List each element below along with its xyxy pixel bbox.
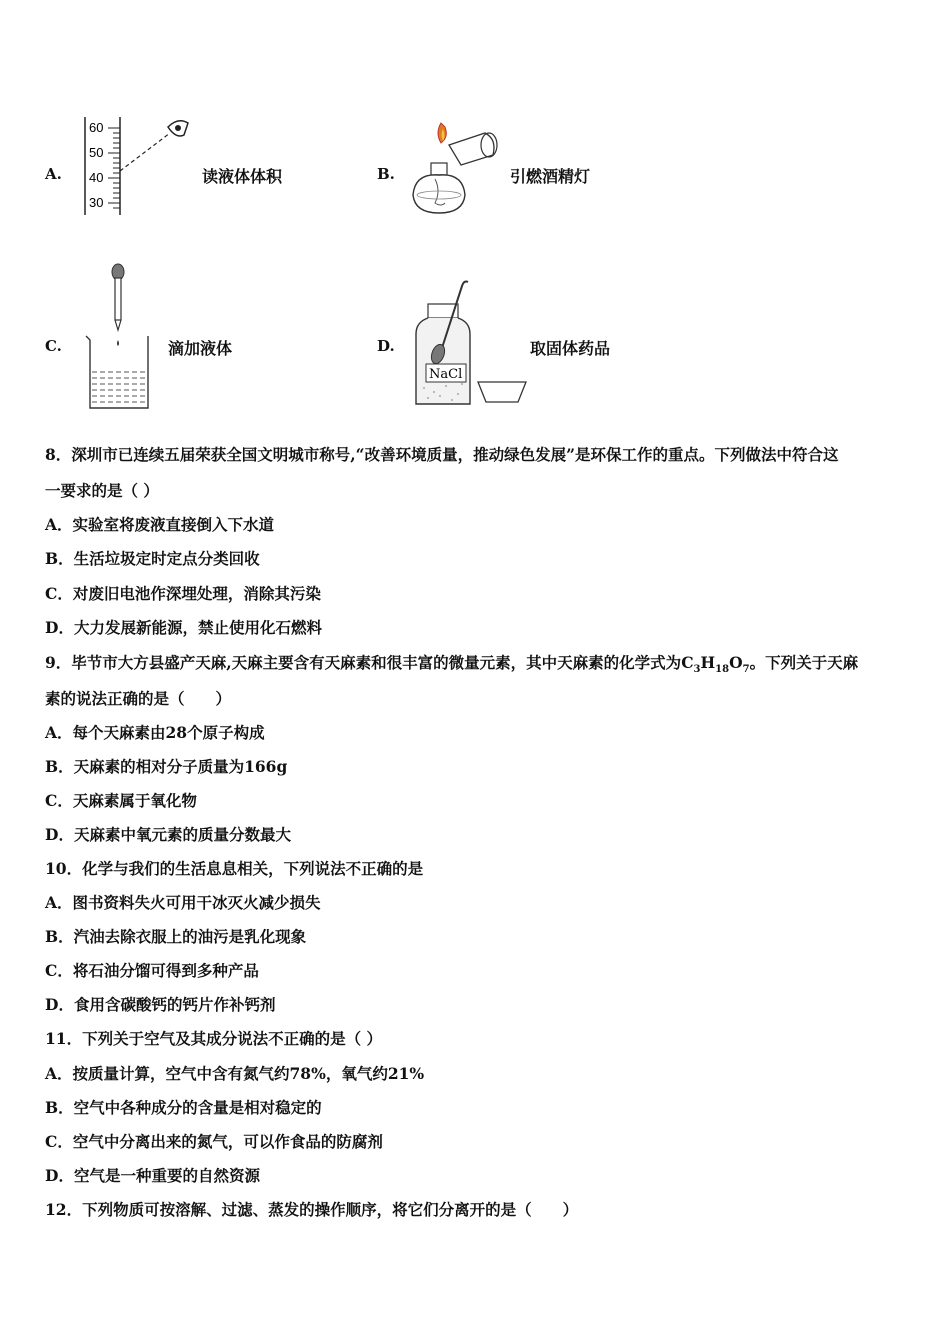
cylinder-mark-40: 40 bbox=[89, 170, 104, 185]
q10-option-b: B．汽油去除衣服上的油污是乳化现象 bbox=[45, 927, 307, 946]
q10-option-a: A．图书资料失火可用干冰灭火减少损失 bbox=[45, 893, 321, 912]
option-b-caption: 引燃酒精灯 bbox=[510, 167, 591, 186]
option-d-label: D. bbox=[377, 337, 395, 355]
q11-option-c: C．空气中分离出来的氮气，可以作食品的防腐剂 bbox=[45, 1132, 383, 1151]
dropper-beaker-figure bbox=[82, 262, 162, 412]
q9-formula: $C_3H_{18}O_7$ bbox=[681, 653, 750, 676]
q11-option-d: D．空气是一种重要的自然资源 bbox=[45, 1166, 260, 1185]
q8-stem-line1: 8．深圳市已连续五届荣获全国文明城市称号,“改善环境质量，推动绿色发展”是环保工作的重点。下列做法中符合这 bbox=[45, 445, 839, 464]
q9-option-c: C．天麻素属于氧化物 bbox=[45, 791, 197, 810]
q10-option-d: D．食用含碳酸钙的钙片作补钙剂 bbox=[45, 995, 276, 1014]
cylinder-mark-60: 60 bbox=[89, 120, 104, 135]
option-c-label: C. bbox=[45, 337, 62, 355]
q12-stem: 12．下列物质可按溶解、过滤、蒸发的操作顺序，将它们分离开的是（ ） bbox=[45, 1200, 579, 1219]
q8-option-c: C．对废旧电池作深埋处理，消除其污染 bbox=[45, 584, 321, 603]
q11-option-b: B．空气中各种成分的含量是相对稳定的 bbox=[45, 1098, 322, 1117]
option-d-caption: 取固体药品 bbox=[530, 339, 611, 358]
q8-option-a: A．实验室将废液直接倒入下水道 bbox=[45, 515, 275, 534]
q8-stem-line2: 一要求的是（ ） bbox=[45, 481, 159, 500]
q9-stem-line1 bbox=[45, 653, 858, 680]
q10-option-c: C．将石油分馏可得到多种产品 bbox=[45, 961, 259, 980]
reagent-bottle-figure bbox=[410, 278, 535, 413]
alcohol-lamp-figure bbox=[405, 115, 505, 220]
q9-option-b: B．天麻素的相对分子质量为166g bbox=[45, 757, 288, 776]
option-a-caption: 读液体体积 bbox=[202, 167, 283, 186]
option-b-label: B. bbox=[377, 165, 395, 183]
cylinder-mark-50: 50 bbox=[89, 145, 104, 160]
graduated-cylinder-figure bbox=[80, 115, 200, 220]
q10-stem: 10．化学与我们的生活息息相关，下列说法不正确的是 bbox=[45, 859, 424, 878]
q8-option-b: B．生活垃圾定时定点分类回收 bbox=[45, 549, 260, 568]
q11-stem: 11．下列关于空气及其成分说法不正确的是（ ） bbox=[45, 1029, 382, 1048]
q9-option-d: D．天麻素中氧元素的质量分数最大 bbox=[45, 825, 291, 844]
q9-stem-line2: 素的说法正确的是（ ） bbox=[45, 689, 232, 708]
bottle-label-text: NaCl bbox=[429, 367, 463, 382]
q9-option-a: A．每个天麻素由28个原子构成 bbox=[45, 723, 265, 742]
q11-option-a: A．按质量计算，空气中含有氮气约78%，氧气约21% bbox=[45, 1064, 425, 1083]
option-a-label: A. bbox=[45, 165, 62, 183]
q9-stem-post: 。下列关于天麻 bbox=[749, 653, 859, 672]
cylinder-mark-30: 30 bbox=[89, 195, 104, 210]
option-c-caption: 滴加液体 bbox=[168, 339, 233, 358]
q9-stem-pre: 9．毕节市大方县盛产天麻,天麻主要含有天麻素和很丰富的微量元素，其中天麻素的化学式为 bbox=[45, 653, 682, 672]
q8-option-d: D．大力发展新能源，禁止使用化石燃料 bbox=[45, 618, 322, 637]
